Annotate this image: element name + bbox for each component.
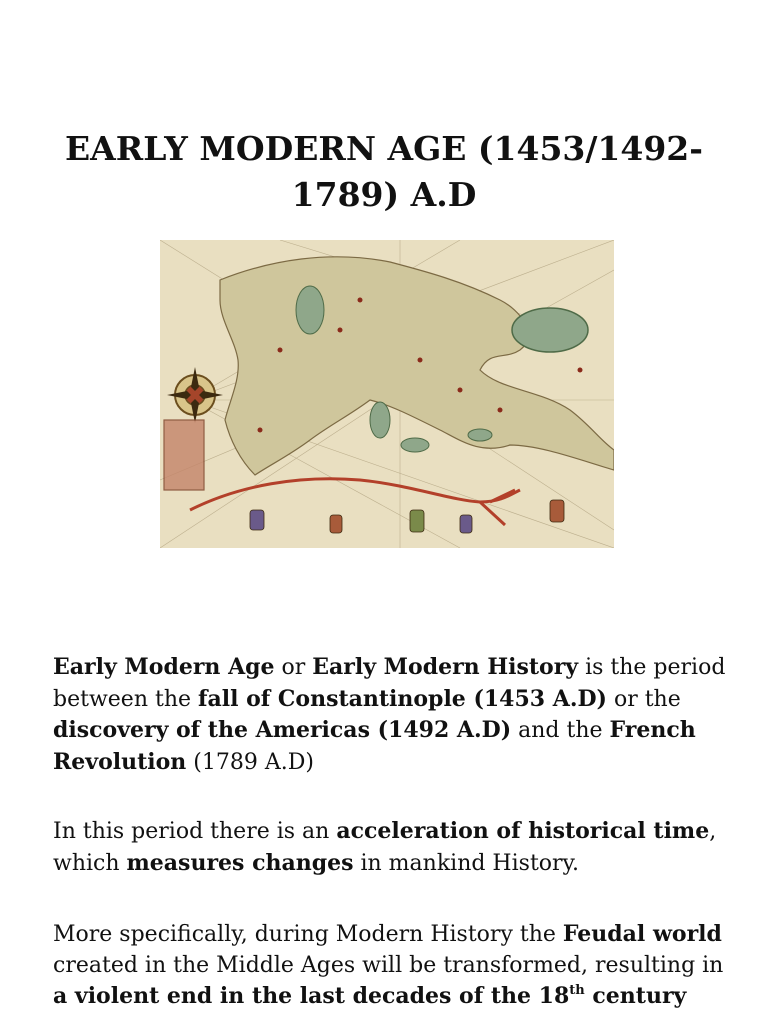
island-2 (401, 438, 429, 452)
river-line (190, 479, 520, 510)
portolan-map-icon (160, 240, 614, 548)
black-sea (512, 308, 588, 352)
text-span: in mankind History. (353, 850, 580, 876)
map-figures (250, 500, 564, 533)
text-span: In this period there is an (53, 819, 337, 844)
term-century: century (584, 983, 687, 1009)
superscript-th: th (569, 983, 585, 998)
island-4 (296, 286, 324, 334)
text-span: or the (606, 686, 681, 712)
title-line-1: EARLY MODERN AGE (1453/1492- (65, 129, 703, 168)
text-span: is the period between the (53, 655, 726, 712)
term-measures-changes: measures changes (126, 849, 354, 876)
title-line-2: 1789) A.D (291, 175, 477, 214)
term-acceleration: acceleration of historical time (336, 818, 710, 844)
text-span: , which (53, 819, 717, 876)
island-3 (468, 429, 492, 441)
medieval-map-image (160, 240, 614, 548)
island-1 (370, 402, 390, 438)
term-violent-end: a violent end in the last decades of the 18 (53, 983, 570, 1009)
paragraph-acceleration (53, 816, 733, 879)
page-title (0, 126, 768, 218)
text-span: and the (511, 718, 610, 743)
text-span: (1789 A.D) (186, 749, 314, 775)
term-discovery-of-americas: discovery of the Americas (1492 A.D) (53, 717, 512, 743)
paragraph-definition (53, 652, 733, 778)
text-span: created in the Middle Ages will be transformed, resulting in (53, 952, 724, 978)
term-feudal-world: Feudal world (562, 921, 722, 947)
term-early-modern-history: Early Modern History (312, 654, 579, 680)
term-fall-of-constantinople: fall of Constantinople (1453 A.D) (198, 685, 607, 712)
compass-rose-icon (167, 367, 223, 423)
text-span: or (274, 655, 313, 680)
left-cartouche (164, 420, 204, 490)
paragraph-feudal (53, 919, 733, 1013)
term-early-modern-age: Early Modern Age (53, 654, 275, 680)
term-french-revolution: French Revolution (53, 717, 696, 775)
text-span: More specifically, during Modern History the (53, 922, 563, 947)
